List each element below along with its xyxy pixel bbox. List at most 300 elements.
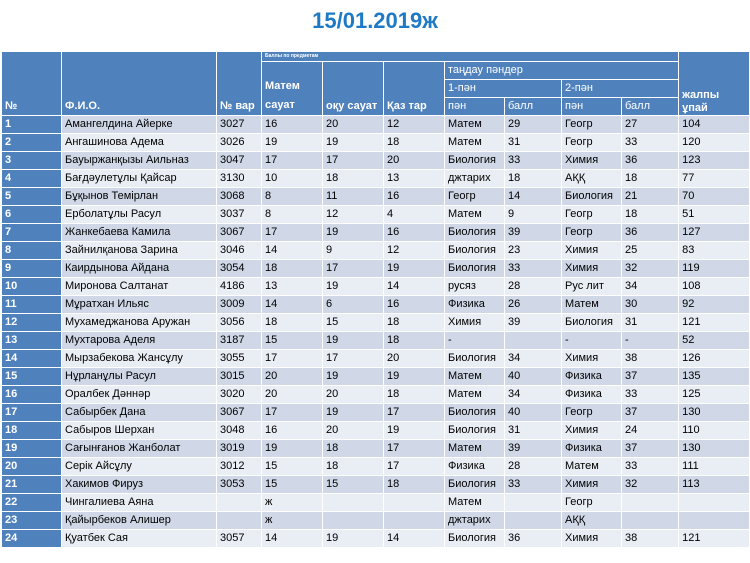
total-score: 119	[679, 260, 750, 278]
subject1-score: 33	[505, 260, 562, 278]
row-number: 20	[2, 458, 62, 476]
student-name: Жанкебаева Камила	[62, 224, 217, 242]
subject1-name: Биология	[445, 404, 505, 422]
subject1-score: 39	[505, 314, 562, 332]
oku-score: 19	[323, 332, 384, 350]
subject1-score: 31	[505, 134, 562, 152]
matem-score: ж	[262, 494, 323, 512]
kaz-score: 14	[384, 278, 445, 296]
subject2-score: 38	[622, 530, 679, 548]
header-kaz: Қаз тар	[384, 62, 445, 116]
subject2-name: Химия	[562, 530, 622, 548]
row-number: 9	[2, 260, 62, 278]
header-oku: оқу сауат	[323, 62, 384, 116]
subject2-name: Геогр	[562, 224, 622, 242]
table-row	[2, 260, 750, 278]
table-body	[2, 116, 750, 548]
variant: 3009	[217, 296, 262, 314]
variant: 3057	[217, 530, 262, 548]
table-row	[2, 206, 750, 224]
table-row	[2, 350, 750, 368]
subject1-name: Матем	[445, 440, 505, 458]
row-number: 19	[2, 440, 62, 458]
student-name: Мухтарова Аделя	[62, 332, 217, 350]
total-score: 120	[679, 134, 750, 152]
variant	[217, 512, 262, 530]
total-score: 104	[679, 116, 750, 134]
subject2-name: -	[562, 332, 622, 350]
table-row	[2, 368, 750, 386]
subject1-name: Матем	[445, 134, 505, 152]
oku-score: 12	[323, 206, 384, 224]
subject1-score: 40	[505, 368, 562, 386]
table-row	[2, 314, 750, 332]
row-number: 10	[2, 278, 62, 296]
total-score: 123	[679, 152, 750, 170]
student-name: Хакимов Фируз	[62, 476, 217, 494]
variant: 3046	[217, 242, 262, 260]
oku-score: 19	[323, 224, 384, 242]
variant: 3015	[217, 368, 262, 386]
total-score: 130	[679, 404, 750, 422]
row-number: 22	[2, 494, 62, 512]
subject2-name: Матем	[562, 458, 622, 476]
variant: 3068	[217, 188, 262, 206]
subject2-score: 32	[622, 476, 679, 494]
subject1-name: Биология	[445, 152, 505, 170]
subject2-name: Физика	[562, 368, 622, 386]
header-subject-scores: Баллы по предметам	[262, 52, 679, 62]
subject2-score: 34	[622, 278, 679, 296]
subject2-score: 37	[622, 440, 679, 458]
subject1-name: Биология	[445, 530, 505, 548]
subject1-score: 26	[505, 296, 562, 314]
table-row	[2, 152, 750, 170]
subject2-name: Химия	[562, 152, 622, 170]
total-score	[679, 494, 750, 512]
subject2-score: 38	[622, 350, 679, 368]
oku-score: 19	[323, 134, 384, 152]
variant: 3047	[217, 152, 262, 170]
kaz-score: 14	[384, 530, 445, 548]
subject2-score: 18	[622, 170, 679, 188]
row-number: 17	[2, 404, 62, 422]
matem-score: 17	[262, 152, 323, 170]
subject2-name: Геогр	[562, 206, 622, 224]
row-number: 11	[2, 296, 62, 314]
subject2-name: Физика	[562, 386, 622, 404]
total-score: 126	[679, 350, 750, 368]
student-name: Бағдәулетұлы Қайсар	[62, 170, 217, 188]
subject2-score: 36	[622, 224, 679, 242]
subject1-name: Биология	[445, 476, 505, 494]
variant: 3026	[217, 134, 262, 152]
subject1-score: 33	[505, 152, 562, 170]
subject1-score: 33	[505, 476, 562, 494]
table-row	[2, 458, 750, 476]
kaz-score: 12	[384, 242, 445, 260]
subject2-name: Химия	[562, 422, 622, 440]
total-score: 108	[679, 278, 750, 296]
row-number: 13	[2, 332, 62, 350]
subject1-name: Биология	[445, 350, 505, 368]
table-row	[2, 476, 750, 494]
subject1-score: 39	[505, 224, 562, 242]
total-score: 52	[679, 332, 750, 350]
kaz-score: 16	[384, 188, 445, 206]
header-num: №	[2, 52, 62, 116]
oku-score: 20	[323, 116, 384, 134]
row-number: 8	[2, 242, 62, 260]
subject2-name: Матем	[562, 296, 622, 314]
matem-score: 20	[262, 386, 323, 404]
subject1-name: джтарих	[445, 512, 505, 530]
table-row	[2, 278, 750, 296]
kaz-score: 17	[384, 404, 445, 422]
subject2-score: 33	[622, 134, 679, 152]
variant: 3012	[217, 458, 262, 476]
kaz-score: 20	[384, 152, 445, 170]
subject2-name: Рус лит	[562, 278, 622, 296]
row-number: 2	[2, 134, 62, 152]
header-subject1: 1-пән	[445, 80, 562, 98]
subject1-score: 34	[505, 350, 562, 368]
subject2-name: АҚҚ	[562, 512, 622, 530]
table-row	[2, 530, 750, 548]
subject2-score: 37	[622, 404, 679, 422]
kaz-score: 12	[384, 116, 445, 134]
table-row	[2, 440, 750, 458]
total-score: 110	[679, 422, 750, 440]
subject1-name: Матем	[445, 368, 505, 386]
student-name: Миронова Салтанат	[62, 278, 217, 296]
kaz-score: 18	[384, 332, 445, 350]
subject1-name: Матем	[445, 206, 505, 224]
matem-score: 18	[262, 260, 323, 278]
page-title: 15/01.2019ж	[312, 8, 438, 33]
table-row	[2, 512, 750, 530]
subject1-name: Химия	[445, 314, 505, 332]
matem-score: ж	[262, 512, 323, 530]
subject2-name: Геогр	[562, 404, 622, 422]
variant: 3027	[217, 116, 262, 134]
oku-score: 9	[323, 242, 384, 260]
oku-score: 6	[323, 296, 384, 314]
header-total: жалпы ұпай	[679, 52, 750, 116]
subject2-name: Геогр	[562, 494, 622, 512]
subject1-name: Физика	[445, 296, 505, 314]
oku-score: 18	[323, 170, 384, 188]
student-name: Қуатбек Сая	[62, 530, 217, 548]
row-number: 16	[2, 386, 62, 404]
header-fio: Ф.И.О.	[62, 52, 217, 116]
subject1-score: 34	[505, 386, 562, 404]
header-matem: Матем сауат	[262, 62, 323, 116]
subject1-score: 40	[505, 404, 562, 422]
header-subject2: 2-пән	[562, 80, 679, 98]
row-number: 7	[2, 224, 62, 242]
oku-score: 17	[323, 350, 384, 368]
variant: 3187	[217, 332, 262, 350]
results-table	[1, 51, 750, 548]
subject2-name: АҚҚ	[562, 170, 622, 188]
subject1-score: 39	[505, 440, 562, 458]
subject1-score: 28	[505, 458, 562, 476]
oku-score: 19	[323, 278, 384, 296]
variant: 3054	[217, 260, 262, 278]
kaz-score: 18	[384, 134, 445, 152]
table-row	[2, 422, 750, 440]
subject1-name: Матем	[445, 386, 505, 404]
subject2-name: Химия	[562, 350, 622, 368]
row-number: 23	[2, 512, 62, 530]
subject1-name: русяз	[445, 278, 505, 296]
subject1-score: 9	[505, 206, 562, 224]
student-name: Амангелдина Айерке	[62, 116, 217, 134]
row-number: 6	[2, 206, 62, 224]
matem-score: 17	[262, 350, 323, 368]
header-subject2-score: балл	[622, 98, 679, 116]
subject1-name: Матем	[445, 494, 505, 512]
row-number: 14	[2, 350, 62, 368]
matem-score: 19	[262, 134, 323, 152]
oku-score: 15	[323, 314, 384, 332]
matem-score: 15	[262, 332, 323, 350]
subject2-score: 21	[622, 188, 679, 206]
variant: 3067	[217, 224, 262, 242]
oku-score: 18	[323, 458, 384, 476]
oku-score: 19	[323, 530, 384, 548]
oku-score: 17	[323, 152, 384, 170]
variant: 3053	[217, 476, 262, 494]
kaz-score: 19	[384, 422, 445, 440]
subject2-score: 25	[622, 242, 679, 260]
student-name: Бұқынов Темірлан	[62, 188, 217, 206]
matem-score: 16	[262, 116, 323, 134]
table-row	[2, 134, 750, 152]
variant: 3048	[217, 422, 262, 440]
table-row	[2, 224, 750, 242]
table-row	[2, 296, 750, 314]
subject1-name: Биология	[445, 422, 505, 440]
variant	[217, 494, 262, 512]
subject2-score: -	[622, 332, 679, 350]
total-score: 121	[679, 314, 750, 332]
matem-score: 8	[262, 188, 323, 206]
header-elective: таңдау пәндер	[445, 62, 679, 80]
subject2-score: 27	[622, 116, 679, 134]
table-row	[2, 116, 750, 134]
kaz-score: 4	[384, 206, 445, 224]
subject2-score: 24	[622, 422, 679, 440]
row-number: 5	[2, 188, 62, 206]
row-number: 24	[2, 530, 62, 548]
kaz-score: 18	[384, 476, 445, 494]
subject1-score: 23	[505, 242, 562, 260]
row-number: 18	[2, 422, 62, 440]
row-number: 3	[2, 152, 62, 170]
subject1-name: Биология	[445, 260, 505, 278]
table-row	[2, 242, 750, 260]
subject1-score: 31	[505, 422, 562, 440]
student-name: Ерболатұлы Расул	[62, 206, 217, 224]
table-row	[2, 494, 750, 512]
total-score: 51	[679, 206, 750, 224]
subject1-name: Биология	[445, 224, 505, 242]
student-name: Оралбек Дәннәр	[62, 386, 217, 404]
matem-score: 15	[262, 458, 323, 476]
oku-score: 20	[323, 386, 384, 404]
subject1-name: Биология	[445, 242, 505, 260]
matem-score: 10	[262, 170, 323, 188]
total-score: 111	[679, 458, 750, 476]
kaz-score: 17	[384, 440, 445, 458]
student-name: Мырзабекова Жансұлу	[62, 350, 217, 368]
subject2-score: 36	[622, 152, 679, 170]
subject2-name: Химия	[562, 260, 622, 278]
student-name: Нұрланұлы Расул	[62, 368, 217, 386]
row-number: 21	[2, 476, 62, 494]
kaz-score: 16	[384, 296, 445, 314]
row-number: 1	[2, 116, 62, 134]
matem-score: 14	[262, 530, 323, 548]
total-score: 113	[679, 476, 750, 494]
subject2-name: Биология	[562, 314, 622, 332]
oku-score: 19	[323, 404, 384, 422]
matem-score: 14	[262, 296, 323, 314]
subject1-name: Физика	[445, 458, 505, 476]
student-name: Серік Айсұлу	[62, 458, 217, 476]
student-name: Ангашинова Адема	[62, 134, 217, 152]
row-number: 15	[2, 368, 62, 386]
table-row	[2, 170, 750, 188]
table-row	[2, 332, 750, 350]
subject2-score: 33	[622, 386, 679, 404]
kaz-score: 19	[384, 260, 445, 278]
subject2-name: Геогр	[562, 116, 622, 134]
kaz-score: 13	[384, 170, 445, 188]
kaz-score: 19	[384, 368, 445, 386]
kaz-score	[384, 494, 445, 512]
student-name: Сабырбек Дана	[62, 404, 217, 422]
variant: 3067	[217, 404, 262, 422]
matem-score: 20	[262, 368, 323, 386]
total-score: 125	[679, 386, 750, 404]
matem-score: 19	[262, 440, 323, 458]
subject1-score	[505, 494, 562, 512]
matem-score: 17	[262, 224, 323, 242]
subject2-name: Биология	[562, 188, 622, 206]
subject2-score	[622, 494, 679, 512]
table-row	[2, 386, 750, 404]
student-name: Сабыров Шерхан	[62, 422, 217, 440]
subject1-name: Матем	[445, 116, 505, 134]
subject1-score: 29	[505, 116, 562, 134]
kaz-score: 17	[384, 458, 445, 476]
row-number: 12	[2, 314, 62, 332]
total-score: 130	[679, 440, 750, 458]
total-score: 135	[679, 368, 750, 386]
table-row	[2, 188, 750, 206]
matem-score: 15	[262, 476, 323, 494]
student-name: Каирдынова Айдана	[62, 260, 217, 278]
total-score: 92	[679, 296, 750, 314]
student-name: Сағынғанов Жанболат	[62, 440, 217, 458]
oku-score: 15	[323, 476, 384, 494]
header-variant: № вар	[217, 52, 262, 116]
oku-score: 19	[323, 368, 384, 386]
subject2-name: Химия	[562, 476, 622, 494]
subject1-name: -	[445, 332, 505, 350]
total-score	[679, 512, 750, 530]
subject2-score: 32	[622, 260, 679, 278]
subject1-score	[505, 512, 562, 530]
variant: 3056	[217, 314, 262, 332]
total-score: 127	[679, 224, 750, 242]
subject1-name: Геогр	[445, 188, 505, 206]
student-name: Қайырбеков Алишер	[62, 512, 217, 530]
matem-score: 18	[262, 314, 323, 332]
kaz-score: 20	[384, 350, 445, 368]
kaz-score: 16	[384, 224, 445, 242]
subject2-name: Химия	[562, 242, 622, 260]
header-subject2-name: пән	[562, 98, 622, 116]
student-name: Мұратхан Ильяс	[62, 296, 217, 314]
subject2-name: Геогр	[562, 134, 622, 152]
variant: 3037	[217, 206, 262, 224]
total-score: 121	[679, 530, 750, 548]
oku-score	[323, 494, 384, 512]
student-name: Мухамеджанова Аружан	[62, 314, 217, 332]
subject1-score	[505, 332, 562, 350]
subject1-score: 36	[505, 530, 562, 548]
subject2-score: 18	[622, 206, 679, 224]
variant: 3055	[217, 350, 262, 368]
student-name: Чингалиева Аяна	[62, 494, 217, 512]
oku-score: 17	[323, 260, 384, 278]
total-score: 77	[679, 170, 750, 188]
header-subject1-score: балл	[505, 98, 562, 116]
oku-score: 11	[323, 188, 384, 206]
header-subject1-name: пән	[445, 98, 505, 116]
matem-score: 17	[262, 404, 323, 422]
total-score: 70	[679, 188, 750, 206]
total-score: 83	[679, 242, 750, 260]
subject1-score: 28	[505, 278, 562, 296]
variant: 3019	[217, 440, 262, 458]
variant: 3020	[217, 386, 262, 404]
student-name: Бауыржанқызы Аильназ	[62, 152, 217, 170]
kaz-score: 18	[384, 314, 445, 332]
kaz-score: 18	[384, 386, 445, 404]
table-row	[2, 404, 750, 422]
matem-score: 14	[262, 242, 323, 260]
subject1-score: 18	[505, 170, 562, 188]
kaz-score	[384, 512, 445, 530]
subject2-score: 31	[622, 314, 679, 332]
oku-score: 18	[323, 440, 384, 458]
subject1-score: 14	[505, 188, 562, 206]
student-name: Зайнилқанова Зарина	[62, 242, 217, 260]
variant: 4186	[217, 278, 262, 296]
oku-score: 20	[323, 422, 384, 440]
subject2-score: 30	[622, 296, 679, 314]
row-number: 4	[2, 170, 62, 188]
subject2-score: 33	[622, 458, 679, 476]
subject2-name: Физика	[562, 440, 622, 458]
matem-score: 16	[262, 422, 323, 440]
variant: 3130	[217, 170, 262, 188]
